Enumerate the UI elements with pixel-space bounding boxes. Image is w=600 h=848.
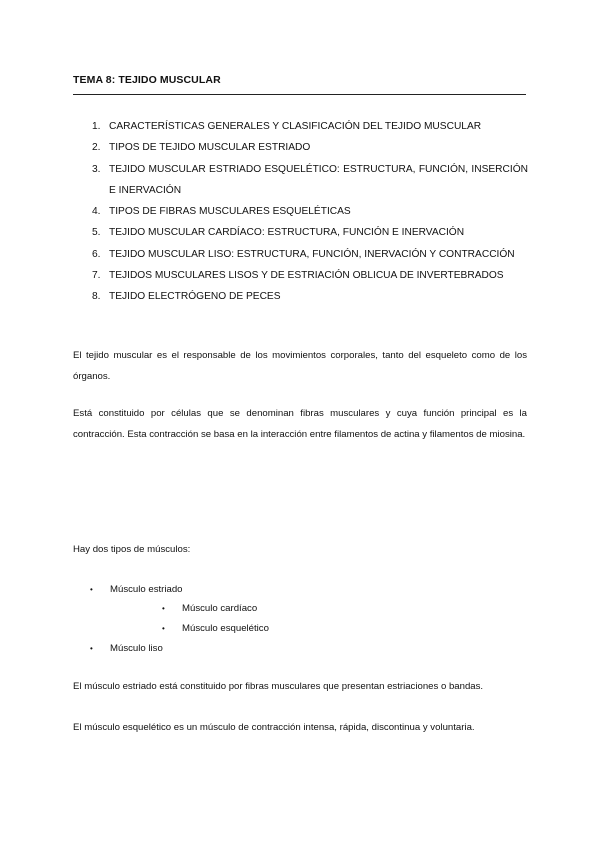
toc-number: 1. bbox=[92, 121, 101, 132]
table-of-contents bbox=[92, 116, 528, 308]
paragraph-intro: El tejido muscular es el responsable de los movimientos corporales, tanto del esqueleto como de los órganos. bbox=[73, 350, 527, 382]
toc-number: 4. bbox=[92, 206, 101, 218]
toc-number: 3. bbox=[92, 163, 101, 175]
paragraph-composition: Está constituido por células que se denominan fibras musculares y cuya función principal es la contracción. Esta contracción se basa en la interacción entre filamentos de actina y filamentos de miosina. bbox=[73, 408, 527, 440]
paragraph-types-heading: Hay dos tipos de músculos: bbox=[73, 544, 191, 555]
title-divider bbox=[73, 94, 526, 95]
bullet-text: Músculo esquelético bbox=[182, 623, 269, 634]
bullet-text: Músculo estriado bbox=[110, 584, 183, 595]
toc-item bbox=[92, 201, 528, 222]
paragraph-striated: El músculo estriado está constituido por fibras musculares que presentan estriaciones o bandas. bbox=[73, 681, 484, 692]
toc-item bbox=[92, 159, 528, 202]
bullet-text: Músculo cardíaco bbox=[182, 603, 258, 614]
paragraph-skeletal: El músculo esquelético es un músculo de contracción intensa, rápida, discontinua y voluntaria. bbox=[73, 722, 475, 733]
toc-text: TIPOS DE FIBRAS MUSCULARES ESQUELÉTICAS bbox=[109, 206, 351, 218]
toc-text: CARACTERÍSTICAS GENERALES Y CLASIFICACIÓN DEL TEJIDO MUSCULAR bbox=[109, 121, 482, 132]
toc-number: 7. bbox=[92, 270, 101, 282]
toc-number: 6. bbox=[92, 248, 101, 260]
page-title: TEMA 8: TEJIDO MUSCULAR bbox=[73, 74, 221, 86]
bullet-icon: • bbox=[90, 644, 93, 653]
toc-item bbox=[92, 222, 528, 243]
bullet-icon: • bbox=[162, 624, 165, 633]
bullet-icon: • bbox=[90, 585, 93, 594]
toc-number: 2. bbox=[92, 142, 101, 154]
bullet-text: Músculo liso bbox=[110, 643, 163, 654]
toc-number: 5. bbox=[92, 227, 101, 239]
bullet-item bbox=[90, 583, 183, 596]
toc-number: 8. bbox=[92, 291, 101, 303]
bullet-subitem bbox=[162, 622, 269, 635]
bullet-item bbox=[90, 642, 163, 655]
toc-item bbox=[92, 116, 528, 137]
toc-text: TEJIDOS MUSCULARES LISOS Y DE ESTRIACIÓN OBLICUA DE INVERTEBRADOS bbox=[109, 270, 504, 282]
toc-item bbox=[92, 265, 528, 286]
bullet-subitem bbox=[162, 602, 258, 615]
toc-text: TIPOS DE TEJIDO MUSCULAR ESTRIADO bbox=[109, 142, 311, 154]
toc-item bbox=[92, 286, 528, 307]
toc-text: TEJIDO MUSCULAR CARDÍACO: ESTRUCTURA, FUNCIÓN E INERVACIÓN bbox=[109, 227, 465, 239]
toc-item bbox=[92, 244, 528, 265]
toc-text: TEJIDO ELECTRÓGENO DE PECES bbox=[109, 291, 281, 303]
toc-text: TEJIDO MUSCULAR ESTRIADO ESQUELÉTICO: ESTRUCTURA, FUNCIÓN, INSERCIÓN E INERVACIÓN bbox=[109, 163, 528, 196]
toc-text: TEJIDO MUSCULAR LISO: ESTRUCTURA, FUNCIÓN, INERVACIÓN Y CONTRACCIÓN bbox=[109, 248, 515, 260]
toc-item bbox=[92, 137, 528, 158]
bullet-icon: • bbox=[162, 604, 165, 613]
